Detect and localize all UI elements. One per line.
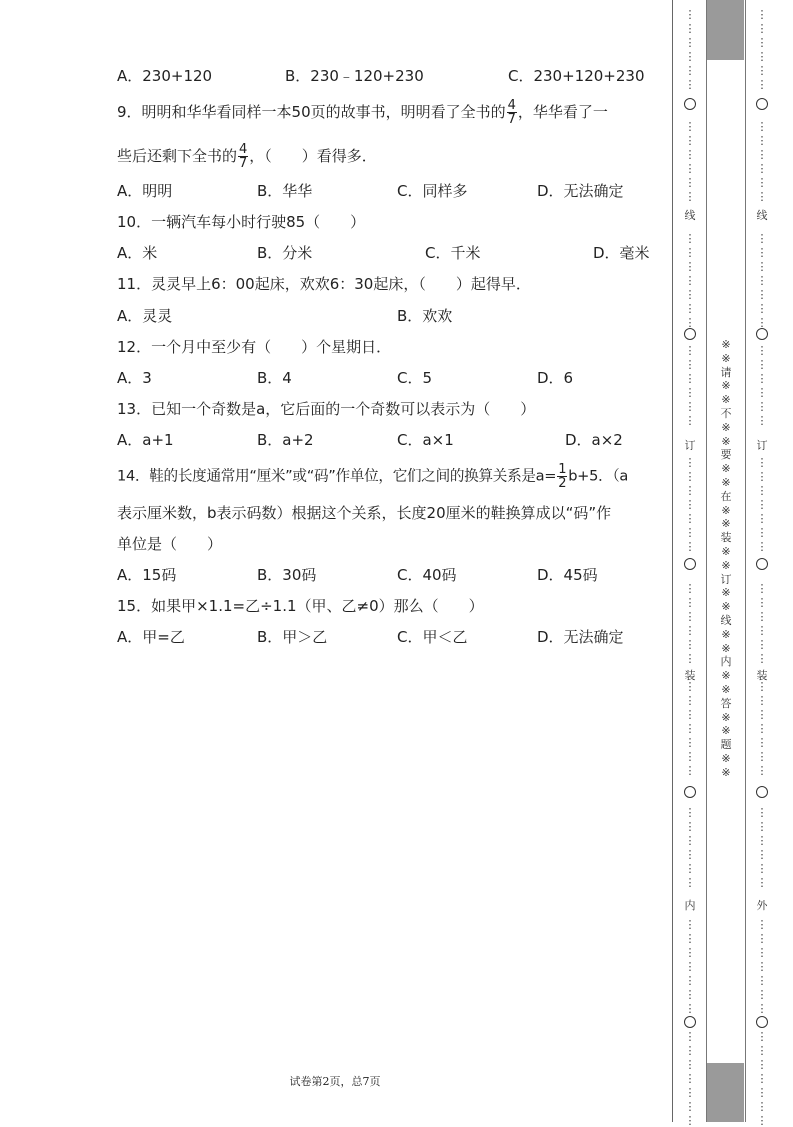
binding-strip-bottom-cap: [707, 1063, 744, 1122]
margin-dot: ⋮: [684, 162, 696, 175]
margin-dot: ⋮: [684, 1114, 696, 1127]
margin-dot: ⋮: [684, 1002, 696, 1015]
margin-dot: ⋮: [756, 344, 768, 357]
q13-option-a: A．a+1: [117, 431, 174, 449]
margin-dot: ⋮: [756, 946, 768, 959]
margin-inner-label-ding: 订: [684, 439, 696, 452]
margin-dot: ⋮: [684, 764, 696, 777]
q14-text-line3: 单位是（ ）: [117, 535, 223, 553]
margin-dot: ⋮: [684, 372, 696, 385]
margin-dot: ⋮: [756, 918, 768, 931]
margin-dot: ⋮: [756, 288, 768, 301]
margin-dot: ⋮: [684, 456, 696, 469]
q15-option-a: A．甲=乙: [117, 628, 185, 646]
margin-inner-label-zhuang: 装: [684, 669, 696, 682]
margin-dot: ⋮: [756, 680, 768, 693]
q9-text-line1: 9．明明和华华看同样一本50页的故事书，明明看了全书的 $\frac{4}{7}$ ，华华看了一: [117, 98, 608, 127]
margin-dot: ⋮: [756, 120, 768, 133]
margin-dot: ⋮: [756, 694, 768, 707]
margin-dot: ⋮: [756, 540, 768, 553]
margin-dot: ⋮: [756, 512, 768, 525]
margin-dot: ⋮: [684, 722, 696, 735]
margin-circle-icon: [756, 1016, 768, 1028]
margin-dot: ⋮: [756, 414, 768, 427]
margin-dot: ⋮: [756, 652, 768, 665]
q10-option-a: A．米: [117, 244, 158, 262]
q14-option-b: B．30码: [257, 566, 317, 584]
q14-text-line2: 表示厘米数，b表示码数）根据这个关系，长度20厘米的鞋换算成以“码”作: [117, 504, 612, 522]
q8-option-b: B．230﹣120+230: [285, 67, 424, 85]
q9-option-b: B．华华: [257, 182, 313, 200]
margin-dot: ⋮: [684, 848, 696, 861]
margin-dot: ⋮: [684, 708, 696, 721]
margin-dot: ⋮: [684, 680, 696, 693]
margin-outer-label-xian: 线: [756, 209, 768, 222]
margin-dot: ⋮: [684, 596, 696, 609]
q14-option-c: C．40码: [397, 566, 457, 584]
margin-dot: ⋮: [684, 64, 696, 77]
margin-dot: ⋮: [756, 78, 768, 91]
margin-dot: ⋮: [684, 652, 696, 665]
margin-dot: ⋮: [756, 36, 768, 49]
q14-option-a: A．15码: [117, 566, 177, 584]
margin-dot: ⋮: [684, 960, 696, 973]
margin-dot: ⋮: [684, 582, 696, 595]
margin-dot: ⋮: [684, 1072, 696, 1085]
margin-dot: ⋮: [756, 400, 768, 413]
q13-option-b: B．a+2: [257, 431, 314, 449]
margin-dot: ⋮: [756, 708, 768, 721]
margin-dot: ⋮: [684, 246, 696, 259]
margin-dot: ⋮: [756, 316, 768, 329]
margin-dot: ⋮: [756, 1114, 768, 1127]
q9-option-d: D．无法确定: [537, 182, 624, 200]
binding-strip-top-cap: [707, 0, 744, 60]
margin-dot: ⋮: [684, 1086, 696, 1099]
q12-option-a: A．3: [117, 369, 152, 387]
margin-dot: ⋮: [756, 526, 768, 539]
q12-option-d: D．6: [537, 369, 574, 387]
q8-option-c: C．230+120+230: [508, 67, 645, 85]
margin-dot: ⋮: [684, 498, 696, 511]
margin-dot: ⋮: [684, 274, 696, 287]
margin-dot: ⋮: [756, 190, 768, 203]
margin-dot: ⋮: [756, 848, 768, 861]
margin-circle-icon: [756, 98, 768, 110]
margin-dot: ⋮: [684, 974, 696, 987]
margin-dot: ⋮: [684, 148, 696, 161]
margin-dot: ⋮: [756, 876, 768, 889]
margin-dot: ⋮: [684, 36, 696, 49]
margin-dot: ⋮: [756, 960, 768, 973]
q12-text: 12．一个月中至少有（ ）个星期日．: [117, 338, 392, 356]
q12-option-c: C．5: [397, 369, 433, 387]
margin-dot: ⋮: [756, 232, 768, 245]
q11-text: 11．灵灵早上6：00起床，欢欢6：30起床，（ ）起得早．: [117, 275, 531, 293]
margin-dot: ⋮: [756, 302, 768, 315]
margin-dot: ⋮: [756, 148, 768, 161]
margin-dot: ⋮: [684, 820, 696, 833]
margin-dot: ⋮: [756, 736, 768, 749]
margin-dot: ⋮: [756, 64, 768, 77]
q15-option-c: C．甲＜乙: [397, 628, 468, 646]
margin-dot: ⋮: [684, 1100, 696, 1113]
margin-dot: ⋮: [684, 470, 696, 483]
margin-dot: ⋮: [756, 274, 768, 287]
q9-fraction-2: $\frac{4}{7}$: [239, 142, 248, 171]
margin-dot: ⋮: [684, 806, 696, 819]
margin-dot: ⋮: [684, 120, 696, 133]
binding-notice: ※※请※※不※※要※※在※※装※※订※※线※※内※※答※※题※※: [720, 338, 732, 779]
margin-dot: ⋮: [684, 400, 696, 413]
margin-dot: ⋮: [756, 1044, 768, 1057]
margin-circle-icon: [756, 786, 768, 798]
margin-dot: ⋮: [684, 302, 696, 315]
margin-dot: ⋮: [756, 1002, 768, 1015]
margin-dot: ⋮: [756, 1058, 768, 1071]
margin-dot: ⋮: [684, 50, 696, 63]
margin-dot: ⋮: [756, 610, 768, 623]
margin-circle-icon: [684, 328, 696, 340]
margin-dot: ⋮: [756, 176, 768, 189]
margin-dot: ⋮: [684, 750, 696, 763]
margin-dot: ⋮: [684, 260, 696, 273]
margin-circle-icon: [684, 1016, 696, 1028]
margin-dot: ⋮: [756, 1100, 768, 1113]
margin-dot: ⋮: [684, 358, 696, 371]
margin-circle-icon: [756, 558, 768, 570]
margin-dot: ⋮: [756, 456, 768, 469]
margin-circle-icon: [684, 98, 696, 110]
page-footer: 试卷第2页，总7页: [289, 1075, 381, 1088]
margin-dot: ⋮: [756, 1086, 768, 1099]
margin-dot: ⋮: [684, 946, 696, 959]
margin-outer-label-wai: 外: [756, 899, 768, 912]
margin-dot: ⋮: [756, 260, 768, 273]
margin-dot: ⋮: [684, 834, 696, 847]
margin-dot: ⋮: [684, 624, 696, 637]
q13-option-d: D．a×2: [565, 431, 623, 449]
margin-dot: ⋮: [756, 22, 768, 35]
q15-option-d: D．无法确定: [537, 628, 624, 646]
margin-dot: ⋮: [756, 498, 768, 511]
margin-dot: ⋮: [756, 484, 768, 497]
margin-dot: ⋮: [684, 190, 696, 203]
margin-dot: ⋮: [756, 8, 768, 21]
margin-dot: ⋮: [684, 918, 696, 931]
margin-dot: ⋮: [756, 246, 768, 259]
margin-dot: ⋮: [756, 1072, 768, 1085]
margin-circle-icon: [684, 786, 696, 798]
margin-dot: ⋮: [684, 1058, 696, 1071]
margin-dot: ⋮: [756, 358, 768, 371]
margin-dot: ⋮: [756, 988, 768, 1001]
margin-dot: ⋮: [756, 820, 768, 833]
margin-dot: ⋮: [684, 1044, 696, 1057]
margin-dot: ⋮: [756, 764, 768, 777]
margin-dot: ⋮: [684, 232, 696, 245]
margin-dot: ⋮: [684, 694, 696, 707]
q9-option-c: C．同样多: [397, 182, 468, 200]
margin-dot: ⋮: [684, 932, 696, 945]
margin-dot: ⋮: [756, 834, 768, 847]
margin-dot: ⋮: [756, 638, 768, 651]
q14-option-d: D．45码: [537, 566, 598, 584]
margin-dot: ⋮: [756, 134, 768, 147]
margin-dot: ⋮: [756, 386, 768, 399]
q9-text-line2: 些后还剩下全书的 $\frac{4}{7}$ ，（ ）看得多．: [117, 142, 377, 171]
margin-dot: ⋮: [684, 288, 696, 301]
q13-text: 13．已知一个奇数是a，它后面的一个奇数可以表示为（ ）: [117, 400, 536, 418]
margin-dot: ⋮: [756, 372, 768, 385]
margin-dot: ⋮: [756, 582, 768, 595]
q12-option-b: B．4: [257, 369, 292, 387]
q9-fraction-1: $\frac{4}{7}$: [507, 98, 516, 127]
margin-inner-label-xian: 线: [684, 209, 696, 222]
margin-dot: ⋮: [756, 50, 768, 63]
margin-circle-icon: [684, 558, 696, 570]
q15-option-b: B．甲＞乙: [257, 628, 328, 646]
margin-dot: ⋮: [756, 722, 768, 735]
margin-dot: ⋮: [756, 806, 768, 819]
margin-dot: ⋮: [684, 134, 696, 147]
margin-dot: ⋮: [684, 610, 696, 623]
margin-dot: ⋮: [684, 1030, 696, 1043]
q10-option-b: B．分米: [257, 244, 313, 262]
q14-text-line1: 14．鞋的长度通常用“厘米”或“码”作单位，它们之间的换算关系是a= $\frac{1}{2}$ b+5．（a: [117, 462, 629, 491]
margin-dot: ⋮: [756, 162, 768, 175]
margin-dot: ⋮: [756, 974, 768, 987]
margin-dot: ⋮: [684, 736, 696, 749]
margin-dot: ⋮: [684, 638, 696, 651]
q10-option-c: C．千米: [425, 244, 481, 262]
margin-dot: ⋮: [756, 470, 768, 483]
q9-option-a: A．明明: [117, 182, 173, 200]
q11-option-b: B．欢欢: [397, 307, 453, 325]
margin-dot: ⋮: [684, 862, 696, 875]
margin-dot: ⋮: [684, 78, 696, 91]
margin-dot: ⋮: [684, 526, 696, 539]
margin-dot: ⋮: [684, 540, 696, 553]
margin-dot: ⋮: [684, 414, 696, 427]
margin-dot: ⋮: [684, 316, 696, 329]
margin-outer-label-zhuang: 装: [756, 669, 768, 682]
margin-dot: ⋮: [684, 8, 696, 21]
margin-border-line: [672, 0, 673, 1122]
margin-outer-label-ding: 订: [756, 439, 768, 452]
margin-dot: ⋮: [684, 988, 696, 1001]
margin-dot: ⋮: [756, 750, 768, 763]
q10-text: 10．一辆汽车每小时行驶85（ ）: [117, 213, 366, 231]
margin-dot: ⋮: [756, 862, 768, 875]
margin-dot: ⋮: [684, 512, 696, 525]
q11-option-a: A．灵灵: [117, 307, 173, 325]
margin-dot: ⋮: [684, 386, 696, 399]
margin-inner-label-nei: 内: [684, 899, 696, 912]
margin-dot: ⋮: [684, 22, 696, 35]
q15-text: 15．如果甲×1.1=乙÷1.1（甲、乙≠0）那么（ ）: [117, 597, 484, 615]
margin-dot: ⋮: [756, 624, 768, 637]
margin-dot: ⋮: [756, 1030, 768, 1043]
margin-dot: ⋮: [684, 876, 696, 889]
margin-dot: ⋮: [756, 596, 768, 609]
margin-dot: ⋮: [684, 344, 696, 357]
q14-fraction: $\frac{1}{2}$: [558, 462, 567, 491]
q13-option-c: C．a×1: [397, 431, 454, 449]
margin-dot: ⋮: [684, 484, 696, 497]
margin-dot: ⋮: [756, 932, 768, 945]
q8-option-a: A．230+120: [117, 67, 213, 85]
margin-circle-icon: [756, 328, 768, 340]
margin-dot: ⋮: [684, 176, 696, 189]
q10-option-d: D．毫米: [593, 244, 650, 262]
